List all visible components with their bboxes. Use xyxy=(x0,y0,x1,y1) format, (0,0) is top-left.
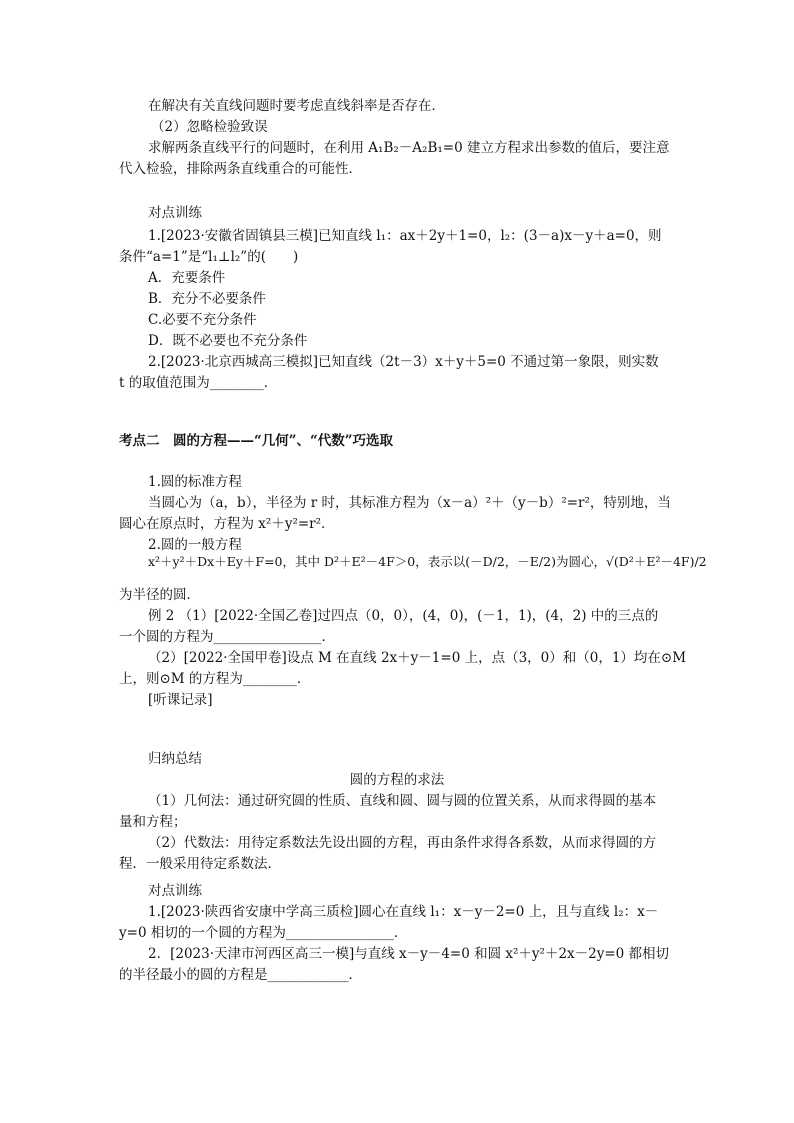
text-line: 在解决有关直线问题时要考虑直线斜率是否存在． xyxy=(148,98,445,114)
option-a: A．充要条件 xyxy=(148,270,226,286)
example-2-part-1: 例 2 （1）[2022·全国乙卷]过四点（0，0），(4，0)，(－1，1)，(4，2) 中的三点的 xyxy=(148,608,659,624)
option-c: C.必要不充分条件 xyxy=(148,312,257,328)
option-b: B．充分不必要条件 xyxy=(148,291,266,307)
example-2-part-2: （2）[2022·全国甲卷]设点 M 在直线 2x＋y－1=0 上，点（3，0）和（0，1）均在⊙M xyxy=(148,650,687,666)
subheading: 1.圆的标准方程 xyxy=(148,474,242,490)
question-2-cont: 的半径最小的圆的方程是____________． xyxy=(119,967,362,983)
text-line: 求解两条直线平行的问题时，在利用 A₁B₂－A₂B₁=0 建立方程求出参数的值后，要注意 xyxy=(148,140,670,156)
section-heading: 考点二 圆的方程——“几何”、“代数”巧选取 xyxy=(119,433,394,449)
example-2-part-1-cont: 一个圆的方程为________________． xyxy=(119,629,335,645)
text-line: （2）代数法：用待定系数法先设出圆的方程，再由条件求得各系数，从而求得圆的方 xyxy=(148,835,657,851)
question-1: 1.[2023·安徽省固镇县三模]已知直线 l₁：ax＋2y＋1=0，l₂：(3－a)x－y＋a=0，则 xyxy=(148,228,662,244)
text-line: 当圆心为（a，b），半径为 r 时，其标准方程为（x－a）²＋（y－b）²=r²，特别地，当 xyxy=(148,495,671,511)
question-1-cont: 条件“a=1”是“l₁⊥l₂”的( ) xyxy=(119,249,299,265)
text-line: 圆心在原点时，方程为 x²＋y²=r²． xyxy=(119,516,335,532)
text-line: （1）几何法：通过研究圆的性质、直线和圆、圆与圆的位置关系，从而求得圆的基本 xyxy=(148,793,657,809)
option-d: D．既不必要也不充分条件 xyxy=(148,333,308,349)
text-line: 程．一般采用待定系数法． xyxy=(119,856,281,872)
text-line: 量和方程； xyxy=(119,814,187,830)
section-label: 对点训练 xyxy=(148,883,202,899)
text-line: 代入检验，排除两条直线重合的可能性． xyxy=(119,161,362,177)
summary-label: 归纳总结 xyxy=(148,751,202,767)
question-2: 2．[2023·天津市河西区高三一模]与直线 x－y－4=0 和圆 x²＋y²＋2x－2y=0 都相切 xyxy=(148,946,670,962)
question-2: 2.[2023·北京西城高三模拟]已知直线（2t－3）x＋y＋5=0 不通过第一象限，则实数 xyxy=(148,354,659,370)
subheading: （2）忽略检验致误 xyxy=(151,119,268,135)
general-equation-line: x²＋y²＋Dx＋Ey＋F=0，其中 D²＋E²－4F＞0，表示以(－D/2，－E/2)为圆心，√(D²＋E²－4F)/2 xyxy=(148,554,707,569)
text-line: 为半径的圆． xyxy=(119,587,200,603)
question-1: 1.[2023·陕西省安康中学高三质检]圆心在直线 l₁：x－y－2=0 上，且与直线 l₂：x－ xyxy=(148,904,659,920)
summary-title: 圆的方程的求法 xyxy=(349,772,445,788)
subheading: 2.圆的一般方程 xyxy=(148,537,242,553)
notes-label: [听课记录] xyxy=(148,692,213,708)
question-2-cont: t 的取值范围为________． xyxy=(119,375,278,391)
question-1-cont: y=0 相切的一个圆的方程为________________． xyxy=(119,925,408,941)
example-2-part-2-cont: 上，则⊙M 的方程为________． xyxy=(119,671,311,687)
section-label: 对点训练 xyxy=(148,205,202,221)
